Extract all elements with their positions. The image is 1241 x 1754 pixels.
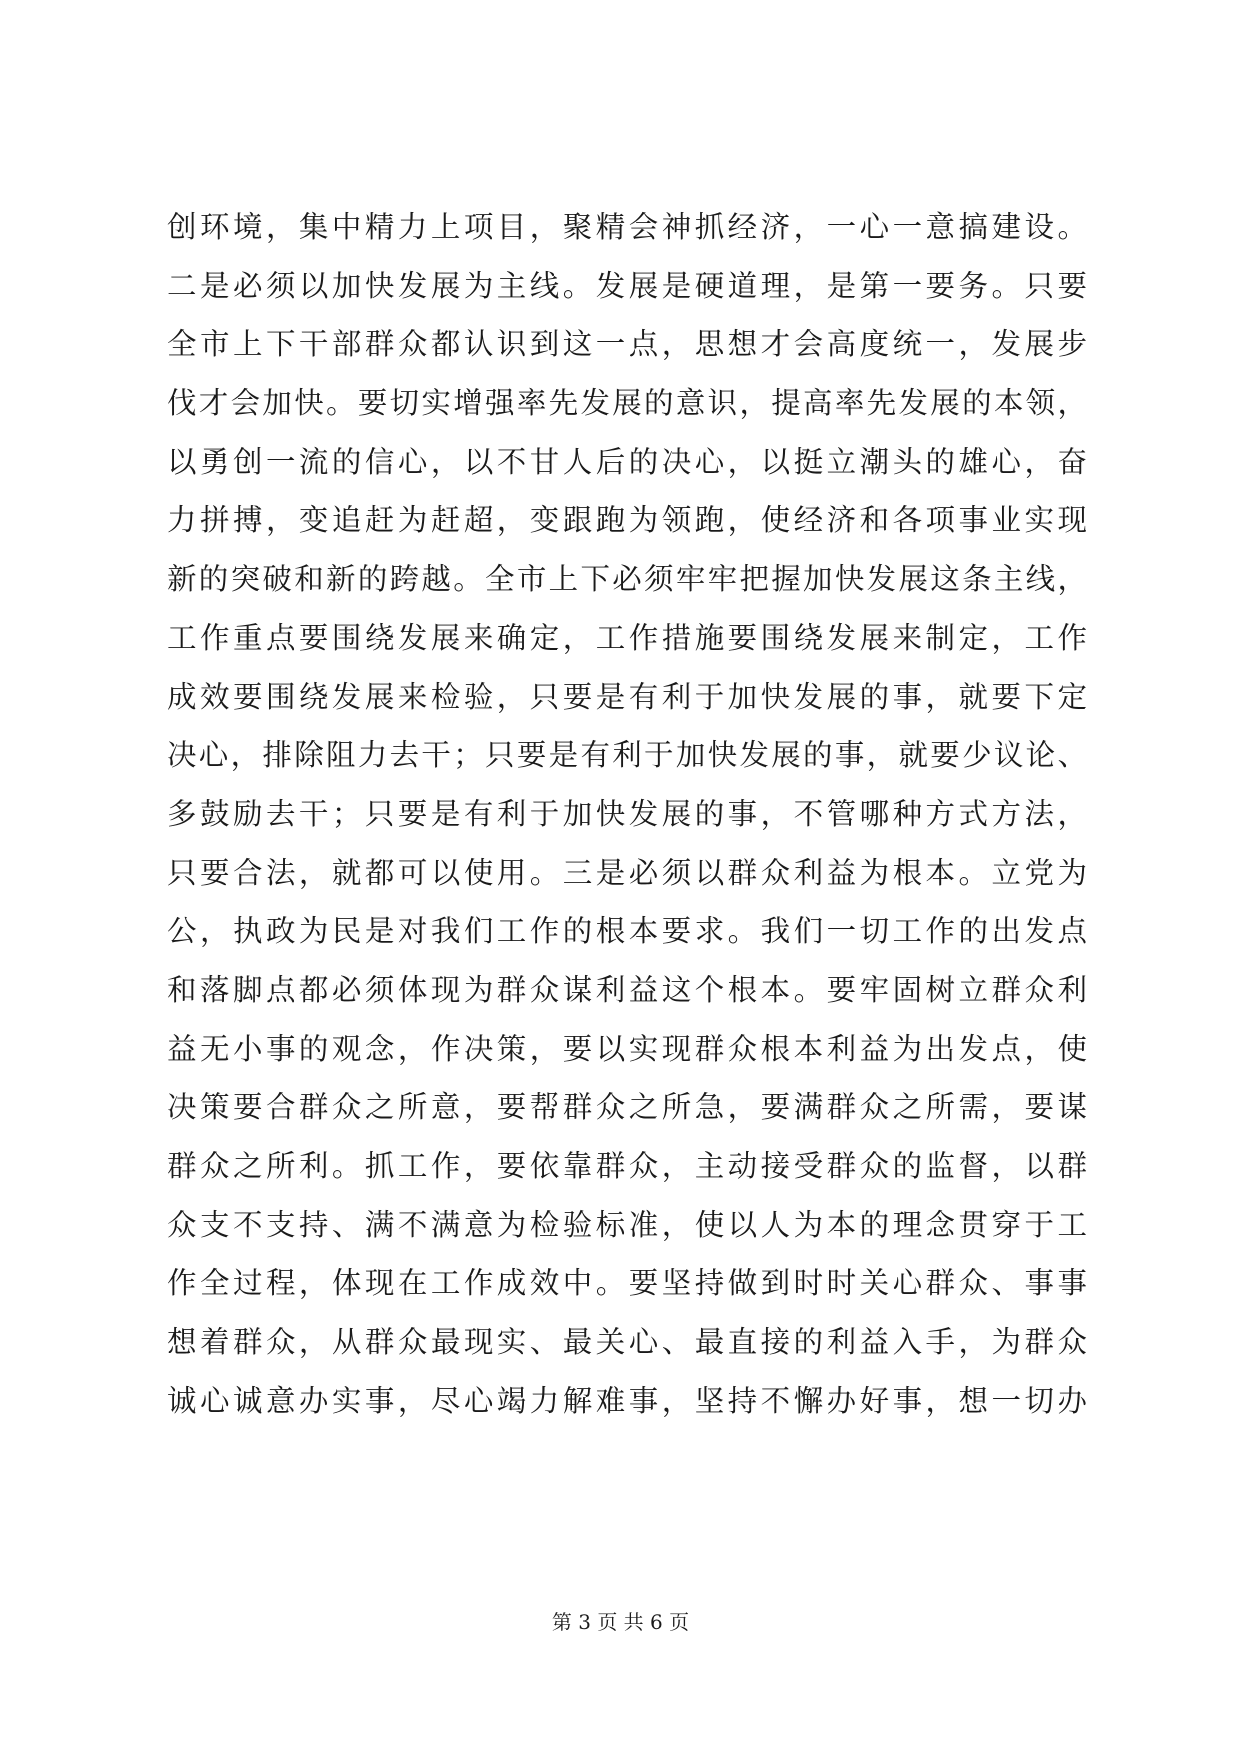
text-line: 决心，排除阻力去干；只要是有利于加快发展的事，就要少议论、 — [167, 738, 1087, 773]
text-line: 多鼓励去干；只要是有利于加快发展的事，不管哪种方式方法， — [167, 796, 1087, 831]
text-line: 以勇创一流的信心，以不甘人后的决心，以挺立潮头的雄心，奋 — [167, 444, 1087, 479]
page-footer: 第 3 页 共 6 页 — [551, 1610, 690, 1634]
text-line: 公，执政为民是对我们工作的根本要求。我们一切工作的出发点 — [167, 914, 1087, 949]
text-line: 二是必须以加快发展为主线。发展是硬道理，是第一要务。只要 — [167, 268, 1087, 303]
text-line: 全市上下干部群众都认识到这一点，思想才会高度统一，发展步 — [167, 327, 1087, 362]
text-line: 伐才会加快。要切实增强率先发展的意识，提高率先发展的本领， — [167, 386, 1087, 421]
body-text — [167, 198, 1087, 1430]
text-line: 众支不支持、满不满意为检验标准，使以人为本的理念贯穿于工 — [167, 1207, 1087, 1242]
text-line: 工作重点要围绕发展来确定，工作措施要围绕发展来制定，工作 — [167, 620, 1087, 655]
text-line: 只要合法，就都可以使用。三是必须以群众利益为根本。立党为 — [167, 855, 1087, 890]
text-line: 力拼搏，变追赶为赶超，变跟跑为领跑，使经济和各项事业实现 — [167, 503, 1087, 538]
text-line: 作全过程，体现在工作成效中。要坚持做到时时关心群众、事事 — [167, 1266, 1087, 1301]
text-line: 决策要合群众之所意，要帮群众之所急，要满群众之所需，要谋 — [167, 1090, 1087, 1125]
text-line: 益无小事的观念，作决策，要以实现群众根本利益为出发点，使 — [167, 1031, 1087, 1066]
text-line: 成效要围绕发展来检验，只要是有利于加快发展的事，就要下定 — [167, 679, 1087, 714]
text-line: 想着群众，从群众最现实、最关心、最直接的利益入手，为群众 — [167, 1325, 1087, 1360]
text-line: 和落脚点都必须体现为群众谋利益这个根本。要牢固树立群众利 — [167, 972, 1087, 1007]
text-line: 新的突破和新的跨越。全市上下必须牢牢把握加快发展这条主线， — [167, 562, 1087, 597]
text-line: 创环境，集中精力上项目，聚精会神抓经济，一心一意搞建设。 — [167, 210, 1087, 244]
text-line: 诚心诚意办实事，尽心竭力解难事，坚持不懈办好事，想一切办 — [167, 1383, 1087, 1418]
text-line: 群众之所利。抓工作，要依靠群众，主动接受群众的监督，以群 — [167, 1149, 1087, 1183]
